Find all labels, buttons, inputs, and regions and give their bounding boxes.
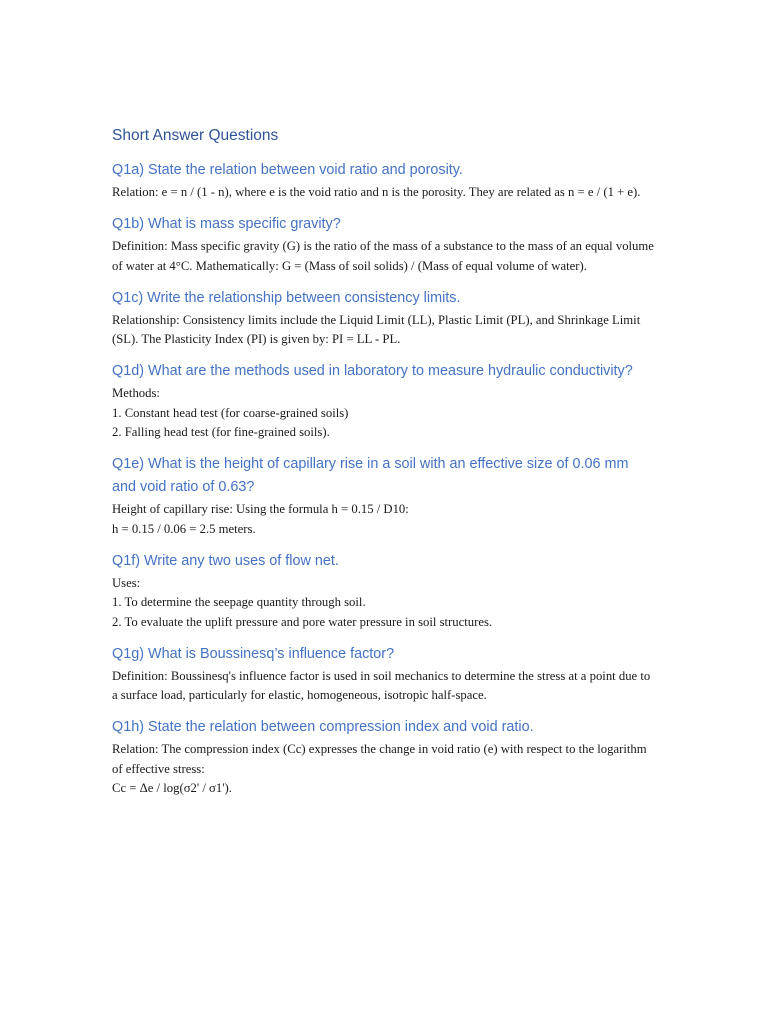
question-block xyxy=(112,360,656,442)
answer-line: 2. Falling head test (for fine-grained soils). xyxy=(112,425,330,440)
question-heading: Q1b) What is mass specific gravity? xyxy=(112,216,341,233)
question-block xyxy=(112,716,656,798)
answer-line: Relation: e = n / (1 - n), where e is the void ratio and n is the porosity. They are related as n = e / (1 + e). xyxy=(112,185,641,199)
answer-line: Relationship: Consistency limits include the Liquid Limit (LL), Plastic Limit (PL), and Shrinkage Limit (SL). The Plasticity Index (PI) is given by: PI = LL - PL. xyxy=(112,312,641,347)
answer-line: 2. To evaluate the uplift pressure and pore water pressure in soil structures. xyxy=(112,614,493,629)
question-heading: Q1g) What is Boussinesq’s influence factor? xyxy=(112,645,395,662)
question-heading: Q1c) Write the relationship between consistency limits. xyxy=(112,289,461,306)
question-block xyxy=(112,159,656,202)
answer-text xyxy=(112,740,656,798)
answer-line: Height of capillary rise: Using the formula h = 0.15 / D10: xyxy=(112,502,409,517)
question-heading: Q1e) What is the height of capillary rise in a soil with an effective size of 0.06 mm and void ratio of 0.63? xyxy=(112,456,629,496)
question-heading: Q1d) What are the methods used in laboratory to measure hydraulic conductivity? xyxy=(112,363,633,380)
answer-line: Cc = Δe / log(σ2' / σ1'). xyxy=(112,781,232,796)
answer-text xyxy=(112,500,656,539)
question-block xyxy=(112,643,656,706)
question-heading: Q1a) State the relation between void ratio and porosity. xyxy=(112,162,463,178)
answer-line: Methods: xyxy=(112,386,160,401)
answer-line: Uses: xyxy=(112,575,141,590)
answer-line: h = 0.15 / 0.06 = 2.5 meters. xyxy=(112,521,256,536)
question-block xyxy=(112,213,656,276)
answer-text xyxy=(112,237,656,276)
answer-text xyxy=(112,384,656,442)
question-block xyxy=(112,287,656,350)
answer-line: 1. To determine the seepage quantity through soil. xyxy=(112,595,366,610)
answer-line: Definition: Boussinesq's influence factor is used in soil mechanics to determine the stress at a point due to a surface load, particularly for elastic, homogeneous, isotropic half-space. xyxy=(112,668,651,703)
answer-text xyxy=(112,183,656,202)
answer-text xyxy=(112,574,656,632)
question-heading: Q1h) State the relation between compression index and void ratio. xyxy=(112,719,534,736)
question-block xyxy=(112,550,656,632)
answer-text xyxy=(112,311,656,350)
answer-line: Definition: Mass specific gravity (G) is the ratio of the mass of a substance to the mass of an equal volume of water at 4°C. Mathematically: G = (Mass of soil solids) / (Mass of equal volume of water). xyxy=(112,239,654,273)
question-block xyxy=(112,453,656,539)
answer-text xyxy=(112,667,656,706)
question-list xyxy=(112,159,656,798)
page-title: Short Answer Questions xyxy=(112,127,279,144)
answer-line: 1. Constant head test (for coarse-grained soils) xyxy=(112,405,349,420)
answer-line: Relation: The compression index (Cc) expresses the change in void ratio (e) with respect to the logarithm of effective stress: xyxy=(112,742,647,776)
question-heading: Q1f) Write any two uses of flow net. xyxy=(112,552,339,569)
